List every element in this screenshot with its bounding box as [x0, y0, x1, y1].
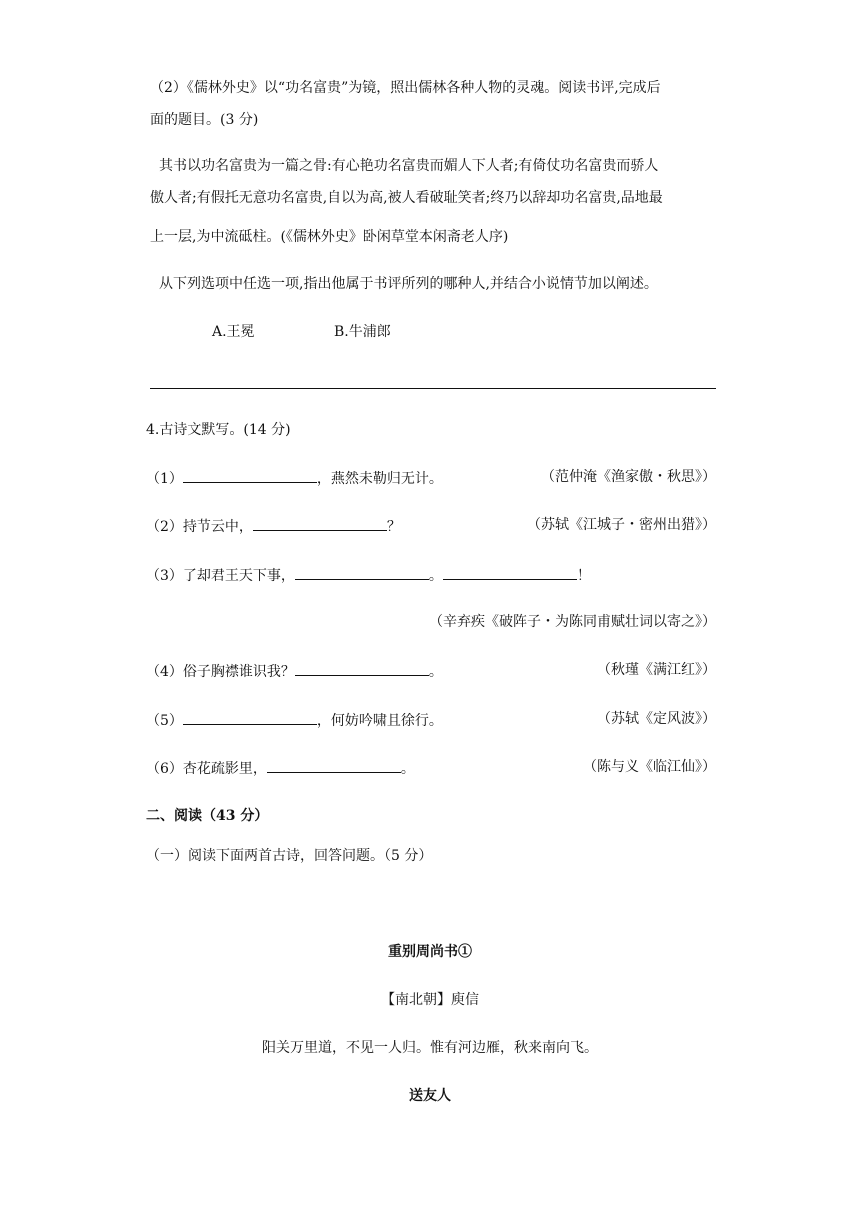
dictation-item-3	[146, 564, 591, 586]
option-a: A.王冕	[212, 324, 255, 340]
item-end: ！	[576, 568, 591, 584]
item-source: （苏轼《定风波》）	[597, 711, 716, 727]
item-source: （苏轼《江城子・密州出猎》）	[527, 517, 716, 533]
question-3-2-text-cont: 面的题目。(3 分)	[150, 112, 259, 128]
item-suffix: 。	[428, 664, 443, 680]
item-suffix: 。	[400, 761, 415, 777]
book-review-line-1: 其书以功名富贵为一篇之骨:有心艳功名富贵而媚人下人者;有倚仗功名富贵而骄人	[159, 158, 659, 174]
question-4-heading: 4.古诗文默写。(14 分)	[146, 422, 291, 438]
blank-field[interactable]	[443, 564, 577, 580]
item-prefix: （1）	[146, 471, 183, 487]
item-prefix: （6）杏花疏影里，	[146, 761, 267, 777]
blank-field[interactable]	[183, 709, 317, 725]
poem-1-title: 重别周尚书①	[388, 944, 472, 960]
book-review-line-3: 上一层,为中流砥柱。(《儒林外史》卧闲草堂本闲斋老人序)	[150, 229, 509, 245]
answer-line[interactable]	[150, 388, 716, 389]
dictation-item-5	[146, 709, 443, 731]
question-3-2-text: （2）《儒林外史》以“功名富贵”为镜，照出儒林各种人物的灵魂。阅读书评,完成后	[150, 80, 661, 96]
section-2-heading: 二、阅读（43 分）	[146, 808, 269, 824]
book-review-line-2: 傲人者;有假托无意功名富贵,自以为高,被人看破耻笑者;终乃以辞却功名富贵,品地最	[150, 190, 663, 206]
item-suffix: ，燕然未勒归无计。	[316, 471, 443, 487]
item-prefix: （2）持节云中，	[146, 519, 253, 535]
poem-1-body: 阳关万里道，不见一人归。惟有河边雁，秋来南向飞。	[262, 1040, 598, 1056]
blank-field[interactable]	[183, 467, 317, 483]
item-prefix: （4）俗子胸襟谁识我？	[146, 664, 295, 680]
poem-1-author: 【南北朝】庾信	[381, 992, 479, 1008]
item-suffix: ，何妨吟啸且徐行。	[316, 713, 443, 729]
dictation-item-2	[146, 515, 401, 537]
dictation-item-4	[146, 660, 443, 682]
section-2-subheading: （一）阅读下面两首古诗，回答问题。（5 分）	[146, 848, 433, 864]
option-b: B.牛浦郎	[334, 324, 391, 340]
instruction-text: 从下列选项中任选一项,指出他属于书评所列的哪种人,并结合小说情节加以阐述。	[159, 276, 658, 292]
poem-2-title: 送友人	[409, 1088, 451, 1104]
blank-field[interactable]	[253, 515, 387, 531]
item-source: （范仲淹《渔家傲・秋思》）	[541, 469, 716, 485]
blank-field[interactable]	[267, 757, 401, 773]
item-source: （秋瑾《满江红》）	[597, 662, 716, 678]
item-source: （陈与义《临江仙》）	[583, 759, 716, 775]
item-suffix: ？	[386, 519, 401, 535]
item-prefix: （3）了却君王天下事，	[146, 568, 295, 584]
blank-field[interactable]	[295, 660, 429, 676]
item-suffix: 。	[428, 568, 443, 584]
dictation-item-1	[146, 467, 443, 489]
item-source: （辛弃疾《破阵子・为陈同甫赋壮词以寄之》）	[429, 614, 716, 630]
dictation-item-6	[146, 757, 415, 779]
blank-field[interactable]	[295, 564, 429, 580]
item-prefix: （5）	[146, 713, 183, 729]
